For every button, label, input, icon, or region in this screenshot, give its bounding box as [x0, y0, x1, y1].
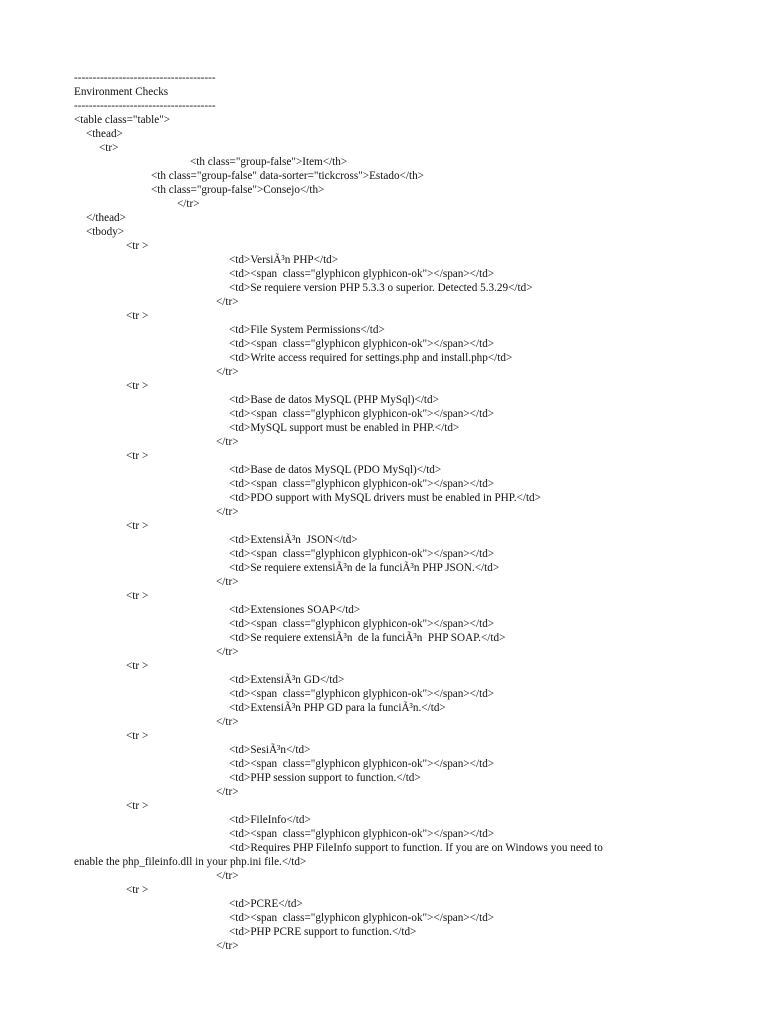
text-line: <td>PDO support with MySQL drivers must be enabled in PHP.</td> [229, 492, 541, 504]
text-line: <td>MySQL support must be enabled in PHP.</td> [229, 422, 460, 434]
text-line: </tr> [216, 716, 239, 728]
text-line: <tr > [126, 380, 149, 392]
text-line: <td>ExtensiÃ³n JSON</td> [229, 534, 358, 546]
text-line: </tr> [216, 436, 239, 448]
text-line: <tr > [126, 450, 149, 462]
text-line: <tr > [126, 730, 149, 742]
text-line: </tr> [216, 870, 239, 882]
text-line: <tr > [126, 800, 149, 812]
text-line: <tr > [126, 240, 149, 252]
text-line: </tr> [216, 296, 239, 308]
text-line: <td><span class="glyphicon glyphicon-ok"></span></td> [229, 688, 495, 700]
text-line: <td>SesiÃ³n</td> [229, 744, 311, 756]
text-line: <td>PCRE</td> [229, 898, 303, 910]
text-line: <td>Write access required for settings.php and install.php</td> [229, 352, 513, 364]
text-line: </tr> [177, 198, 200, 210]
text-line: <th class="group-false">Consejo</th> [151, 184, 325, 196]
text-line: <thead> [86, 128, 123, 140]
text-line: <tr > [126, 590, 149, 602]
text-line: <td>Se requiere extensiÃ³n de la funciÃ³n PHP SOAP.</td> [229, 632, 506, 644]
text-line: <td>FileInfo</td> [229, 814, 311, 826]
text-line: <th class="group-false">Item</th> [190, 156, 348, 168]
text-line: <th class="group-false" data-sorter="tickcross">Estado</th> [151, 170, 424, 182]
text-line: <td><span class="glyphicon glyphicon-ok"></span></td> [229, 548, 495, 560]
text-line: <td><span class="glyphicon glyphicon-ok"></span></td> [229, 618, 495, 630]
text-line: <td><span class="glyphicon glyphicon-ok"></span></td> [229, 268, 495, 280]
text-line: </tr> [216, 576, 239, 588]
text-line: <td>Se requiere extensiÃ³n de la funciÃ³n PHP JSON.</td> [229, 562, 500, 574]
text-line: <td>ExtensiÃ³n PHP GD para la funciÃ³n.</td> [229, 702, 446, 714]
text-line: </tr> [216, 646, 239, 658]
text-line: <td><span class="glyphicon glyphicon-ok"></span></td> [229, 338, 495, 350]
text-line: <td>Se requiere version PHP 5.3.3 o superior. Detected 5.3.29</td> [229, 282, 533, 294]
text-line: <td><span class="glyphicon glyphicon-ok"></span></td> [229, 478, 495, 490]
text-line: <td>File System Permissions</td> [229, 324, 385, 336]
text-line: </tr> [216, 940, 239, 952]
text-line: <tr > [126, 884, 149, 896]
text-line: <td><span class="glyphicon glyphicon-ok"></span></td> [229, 758, 495, 770]
text-line: <td>Base de datos MySQL (PDO MySql)</td> [229, 464, 442, 476]
text-line: <tr> [99, 142, 119, 154]
document-title: Environment Checks [74, 86, 169, 98]
text-line: enable the php_fileinfo.dll in your php.ini file.</td> [74, 856, 307, 868]
text-line: <td><span class="glyphicon glyphicon-ok"></span></td> [229, 912, 495, 924]
text-line: <tr > [126, 520, 149, 532]
text-line: <td>PHP session support to function.</td> [229, 772, 421, 784]
text-line: <td><span class="glyphicon glyphicon-ok"></span></td> [229, 828, 495, 840]
text-line: <tr > [126, 310, 149, 322]
text-line: <td>ExtensiÃ³n GD</td> [229, 674, 345, 686]
text-line: <td>Requires PHP FileInfo support to function. If you are on Windows you need to [229, 842, 603, 854]
text-line: <td>PHP PCRE support to function.</td> [229, 926, 417, 938]
text-line: <tr > [126, 660, 149, 672]
text-line: <td>Extensiones SOAP</td> [229, 604, 361, 616]
text-line: <table class="table"> [74, 114, 171, 126]
text-line: </tr> [216, 366, 239, 378]
text-line: </tr> [216, 786, 239, 798]
text-line: -------------------------------------- [74, 100, 216, 112]
text-line: -------------------------------------- [74, 72, 216, 84]
text-line: <td>VersiÃ³n PHP</td> [229, 254, 339, 266]
text-line: </thead> [86, 212, 126, 224]
text-line: <tbody> [86, 226, 125, 238]
text-line: <td>Base de datos MySQL (PHP MySql)</td> [229, 394, 439, 406]
text-line: </tr> [216, 506, 239, 518]
text-line: <td><span class="glyphicon glyphicon-ok"></span></td> [229, 408, 495, 420]
